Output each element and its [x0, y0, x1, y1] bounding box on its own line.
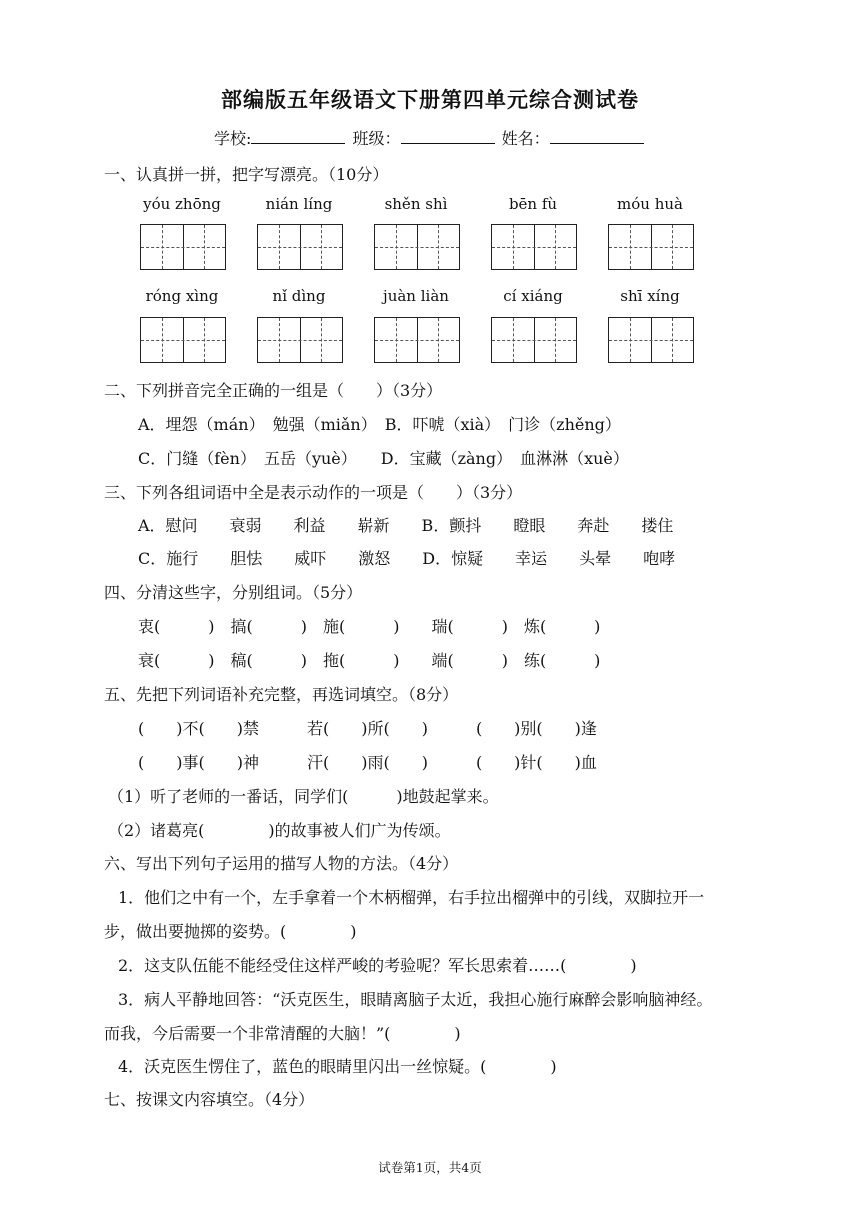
- pinyin-label: nǐ dìng: [272, 287, 326, 305]
- pinyin-label: shī xíng: [620, 287, 680, 305]
- class-label: 班级：: [352, 129, 401, 148]
- q6-sentence-3-cont: 而我，今后需要一个非常清醒的大脑！”( ): [104, 1024, 461, 1043]
- pinyin-label: móu huà: [617, 195, 683, 213]
- q5-heading: 五、先把下列词语补充完整，再选词填空。（8分）: [104, 685, 459, 704]
- pinyin-label: róng xìng: [145, 287, 219, 305]
- q6-heading: 六、写出下列句子运用的描写人物的方法。（4分）: [104, 854, 459, 873]
- page-footer: 试卷第1页，共4页: [378, 1160, 482, 1175]
- q2-options-line1: A．埋怨（mán） 勉强（miǎn） B．吓唬（xià） 门诊（zhěng）: [138, 415, 621, 434]
- writing-box[interactable]: [374, 317, 460, 363]
- school-blank[interactable]: [251, 129, 345, 144]
- q5-idioms-line2: ( )事( )神 汗( )雨( ) ( )针( )血: [138, 753, 597, 772]
- pinyin-label: shěn shì: [384, 195, 448, 213]
- writing-box[interactable]: [491, 317, 577, 363]
- q6-sentence-4: 4．沃克医生愣住了，蓝色的眼睛里闪出一丝惊疑。( ): [118, 1057, 557, 1076]
- pinyin-label: nián líng: [265, 195, 333, 213]
- q5-sub2: （2）诸葛亮( )的故事被人们广为传颂。: [108, 821, 451, 840]
- q7-heading: 七、按课文内容填空。（4分）: [104, 1090, 315, 1109]
- pinyin-label: cí xiáng: [503, 287, 563, 305]
- writing-box[interactable]: [608, 224, 694, 270]
- q6-sentence-2: 2．这支队伍能不能经受住这样严峻的考验呢？军长思索着……( ): [118, 956, 637, 975]
- school-label: 学校:: [214, 129, 252, 148]
- writing-box[interactable]: [608, 317, 694, 363]
- student-info: [214, 126, 646, 149]
- q3-heading: 三、下列各组词语中全是表示动作的一项是（ ）（3分）: [104, 483, 523, 502]
- q2-options-line2: C．门缝（fèn） 五岳（yuè） D．宝藏（zàng） 血淋淋（xuè）: [138, 449, 629, 468]
- writing-box[interactable]: [257, 317, 343, 363]
- name-blank[interactable]: [550, 129, 644, 144]
- q3-options-line1: A．慰问 衰弱 利益 崭新 B．颤抖 瞪眼 奔赴 搂住: [138, 516, 674, 535]
- pinyin-label: yóu zhōng: [143, 195, 221, 213]
- writing-box[interactable]: [140, 317, 226, 363]
- q2-heading: 二、下列拼音完全正确的一组是（ ）（3分）: [104, 381, 443, 400]
- name-label: 姓名：: [501, 129, 550, 148]
- q6-sentence-1: 1．他们之中有一个，左手拿着一个木柄榴弹，右手拉出榴弹中的引线，双脚拉开一: [118, 888, 705, 907]
- writing-box[interactable]: [491, 224, 577, 270]
- q5-idioms-line1: ( )不( )禁 若( )所( ) ( )别( )逢: [138, 719, 597, 738]
- q4-line2: 衰( ) 稿( ) 拖( ) 端( ) 练( ): [138, 651, 601, 670]
- pinyin-label: bēn fù: [508, 195, 558, 213]
- pinyin-label: juàn liàn: [383, 287, 449, 305]
- q6-sentence-3: 3．病人平静地回答：“沃克医生，眼睛离脑子太近，我担心施行麻醉会影响脑神经。: [118, 990, 713, 1009]
- q1-heading: 一、认真拼一拼，把字写漂亮。（10分）: [104, 165, 389, 184]
- q5-sub1: （1）听了老师的一番话，同学们( )地鼓起掌来。: [108, 787, 499, 806]
- q6-sentence-1-cont: 步，做出要抛掷的姿势。( ): [104, 922, 357, 941]
- writing-box[interactable]: [140, 224, 226, 270]
- q3-options-line2: C．施行 胆怯 威吓 激怒 D．惊疑 幸运 头晕 咆哮: [138, 549, 676, 568]
- writing-box[interactable]: [257, 224, 343, 270]
- q4-heading: 四、分清这些字，分别组词。（5分）: [104, 583, 363, 602]
- page-title: 部编版五年级语文下册第四单元综合测试卷: [221, 87, 639, 112]
- q4-line1: 衷( ) 搞( ) 施( ) 瑞( ) 炼( ): [138, 617, 601, 636]
- writing-box[interactable]: [374, 224, 460, 270]
- class-blank[interactable]: [401, 129, 495, 144]
